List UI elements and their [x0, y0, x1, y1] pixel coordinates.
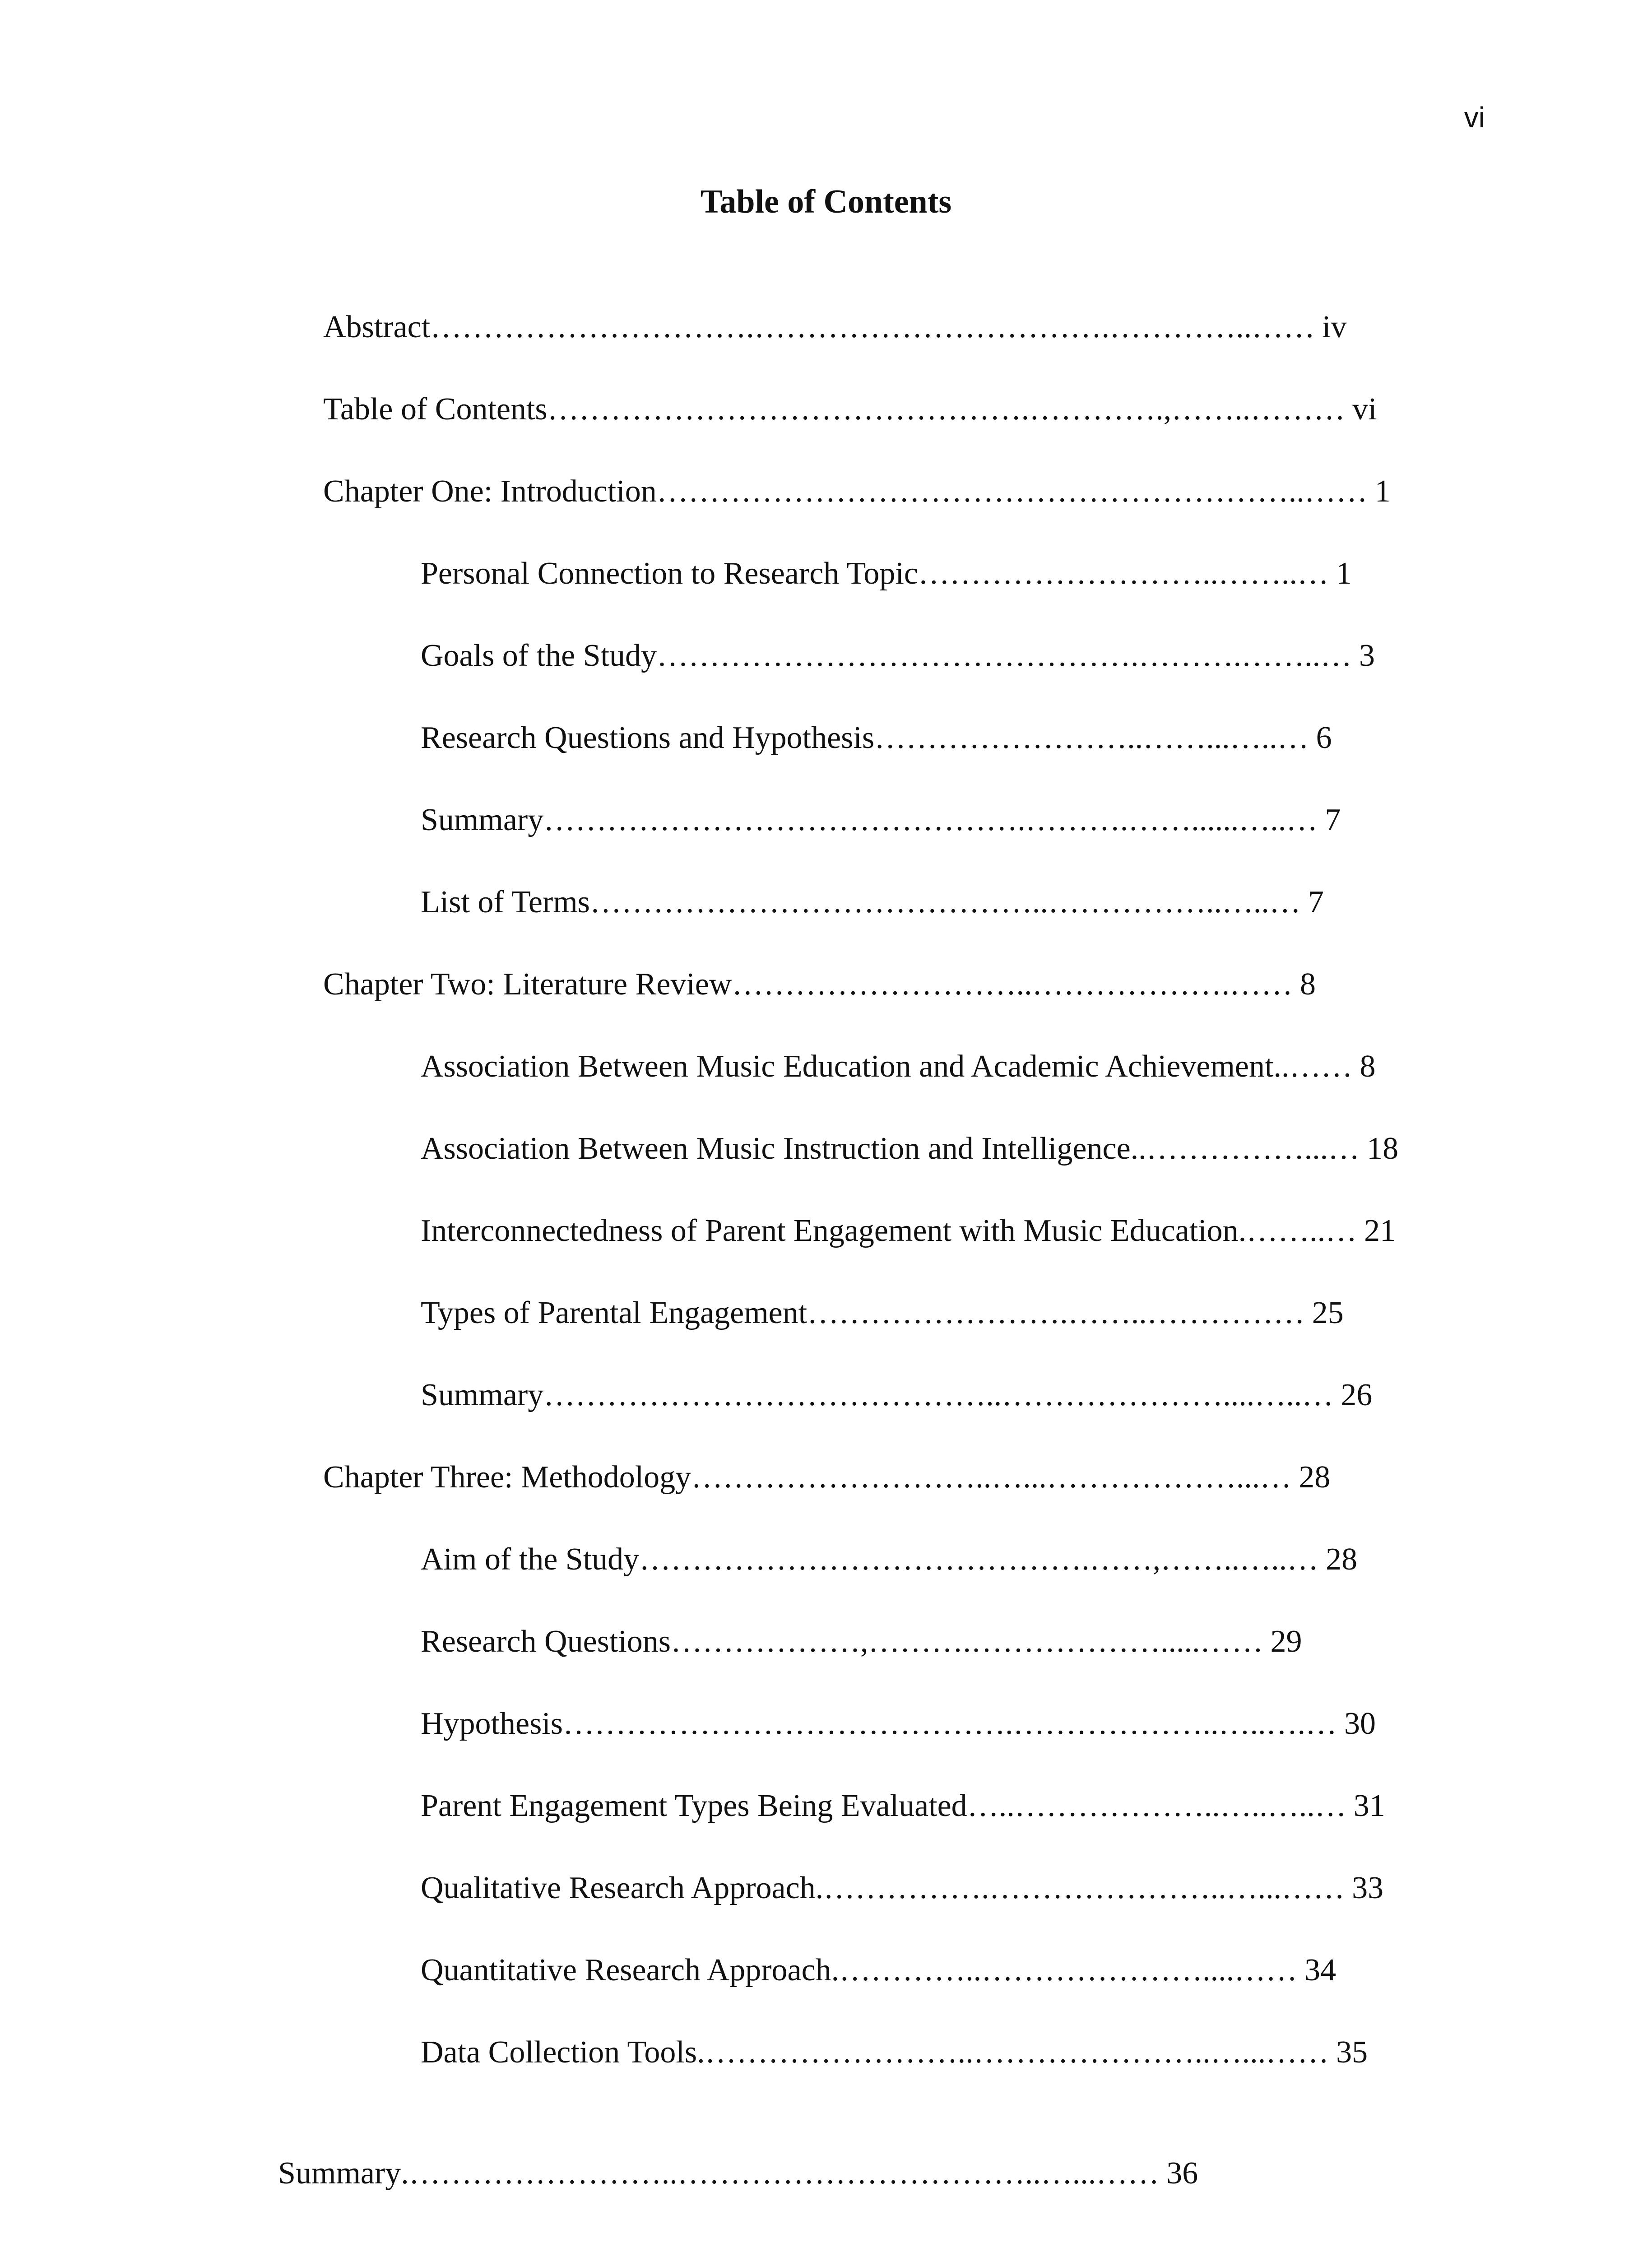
toc-entry-leader: .……………………..…………………..…...…… [697, 2035, 1329, 2070]
toc-entry-research-questions-hypothesis [421, 722, 1332, 758]
toc-entry-page: 3 [1359, 638, 1375, 673]
toc-entry-page: 7 [1325, 803, 1341, 837]
toc-entry-label: List of Terms [421, 885, 590, 920]
toc-entry-leader: ……………………………………………………..…… [656, 474, 1368, 509]
toc-entry-summary-ch3 [278, 2158, 1198, 2194]
toc-entry-label: Chapter Three: Methodology [323, 1460, 691, 1495]
toc-entry-page: 8 [1299, 967, 1316, 1002]
toc-entry-page: vi [1352, 392, 1377, 427]
page-number: vi [1464, 101, 1485, 134]
toc-entry-research-questions [421, 1626, 1302, 1662]
toc-entry-chapter-three [323, 1462, 1330, 1498]
toc-entry-types-parental-engagement [421, 1297, 1344, 1333]
toc-entry-leader: ……………………………………..…………………....…..… [543, 1378, 1334, 1412]
toc-entry-label: Personal Connection to Research Topic [421, 556, 918, 591]
toc-entry-page: 28 [1299, 1460, 1331, 1495]
toc-entry-label: Aim of the Study [421, 1542, 640, 1577]
toc-entry-leader: ………………………..……..… [918, 556, 1329, 591]
toc-entry-label: Table of Contents [323, 392, 548, 427]
toc-entry-page: 28 [1326, 1542, 1358, 1577]
toc-entry-label: Chapter Two: Literature Review [323, 967, 732, 1002]
toc-entry-leader: ..……………...… [1130, 1131, 1360, 1166]
toc-entry-label: Hypothesis [421, 1706, 563, 1741]
toc-entry-label: Types of Parental Engagement [421, 1296, 807, 1330]
toc-entry-leader: ……………………..……...…..… [874, 720, 1309, 755]
toc-entry-personal-connection [421, 558, 1352, 594]
toc-entry-page: 8 [1360, 1049, 1376, 1084]
toc-entry-page: 33 [1352, 1871, 1384, 1905]
toc-entry-leader: ..…… [1273, 1049, 1353, 1084]
toc-entry-page: 34 [1304, 1953, 1336, 1988]
toc-entry-summary-ch1 [421, 804, 1341, 841]
toc-entry-leader: ……………………………………….………….,……..……… [547, 392, 1346, 427]
toc-entry-aim-of-study [421, 1544, 1357, 1580]
toc-entry-label: Summary [421, 1378, 544, 1412]
toc-entry-label: Abstract [323, 310, 431, 344]
toc-entry-label: Summary [421, 803, 544, 837]
toc-entry-leader: ………………………..……………….…… [732, 967, 1293, 1002]
toc-entry-leader: …………………….……..…………… [807, 1296, 1305, 1330]
toc-entry-page: 1 [1374, 474, 1391, 509]
toc-entry-page: 25 [1312, 1296, 1344, 1330]
toc-entry-music-education-academic [421, 1051, 1375, 1087]
toc-entry-goals-of-study [421, 640, 1375, 676]
toc-entry-page: 36 [1166, 2156, 1198, 2191]
toc-entry-summary-ch2 [421, 1379, 1372, 1416]
toc-entry-label: Association Between Music Instruction and Intelligence [421, 1131, 1131, 1166]
toc-entry-leader: .……..… [1238, 1213, 1357, 1248]
toc-entry-label: Research Questions [421, 1624, 671, 1659]
toc-entry-label: Goals of the Study [421, 638, 657, 673]
toc-entry-leader: .……………………..……………………………..…...…… [401, 2156, 1160, 2191]
page-title: Table of Contents [700, 183, 952, 220]
toc-entry-data-collection-tools [421, 2037, 1368, 2073]
toc-entry-page: 1 [1336, 556, 1352, 591]
toc-entry-label: Parent Engagement Types Being Evaluated [421, 1788, 967, 1823]
toc-entry-leader: ……………………………………….……….……..… [657, 638, 1352, 673]
toc-entry-label: Qualitative Research Approach [421, 1871, 816, 1905]
toc-entry-list-of-terms [421, 887, 1324, 923]
toc-entry-leader: .…………….…………………..…...…… [815, 1871, 1345, 1905]
toc-entry-leader: …..………………..…..…..… [967, 1788, 1346, 1823]
toc-entry-page: 7 [1308, 885, 1324, 920]
toc-entry-label: Chapter One: Introduction [323, 474, 657, 509]
toc-entry-page: 18 [1367, 1131, 1399, 1166]
toc-entry-leader: ………………………….…………………………….…………..…… [430, 310, 1315, 344]
toc-entry-page: 31 [1353, 1788, 1385, 1823]
toc-entry-hypothesis [421, 1708, 1376, 1744]
toc-entry-label: Association Between Music Education and Academic Achievement [421, 1049, 1274, 1084]
toc-entry-leader: .…………..…………………....…… [831, 1953, 1298, 1988]
toc-entry-engagement-types-evaluated [421, 1790, 1385, 1826]
toc-entry-page: 21 [1364, 1213, 1396, 1248]
toc-entry-parent-engagement-music [421, 1215, 1396, 1251]
toc-entry-leader: ………………,……….……………….....…… [671, 1624, 1263, 1659]
toc-entry-label: Research Questions and Hypothesis [421, 720, 875, 755]
toc-entry-music-instruction-intelligence [421, 1133, 1398, 1169]
toc-entry-label: Quantitative Research Approach [421, 1953, 831, 1988]
toc-entry-leader: ………………………..…...………………...… [691, 1460, 1292, 1495]
toc-entry-table-of-contents [323, 394, 1377, 430]
toc-entry-leader: …………………………………….……,……..…..… [639, 1542, 1319, 1577]
toc-entry-leader: ……………………………………..……………..…..… [589, 885, 1301, 920]
toc-entry-quantitative-approach [421, 1955, 1336, 1991]
toc-entry-page: 35 [1336, 2035, 1368, 2070]
toc-entry-chapter-two [323, 969, 1316, 1005]
toc-entry-abstract [323, 311, 1347, 348]
toc-entry-page: iv [1322, 310, 1347, 344]
toc-entry-label: Summary [278, 2156, 401, 2191]
toc-entry-qualitative-approach [421, 1872, 1383, 1909]
toc-entry-page: 26 [1341, 1378, 1373, 1412]
toc-entry-page: 29 [1270, 1624, 1302, 1659]
toc-entry-chapter-one [323, 476, 1391, 512]
toc-entry-page: 30 [1344, 1706, 1376, 1741]
toc-entry-page: 6 [1316, 720, 1332, 755]
toc-entry-label: Data Collection Tools [421, 2035, 697, 2070]
toc-entry-label: Interconnectedness of Parent Engagement with Music Education [421, 1213, 1239, 1248]
toc-entry-leader: …………………………………….………………..…..….… [563, 1706, 1337, 1741]
toc-entry-leader: ……………………………………….……….……......…..… [543, 803, 1318, 837]
